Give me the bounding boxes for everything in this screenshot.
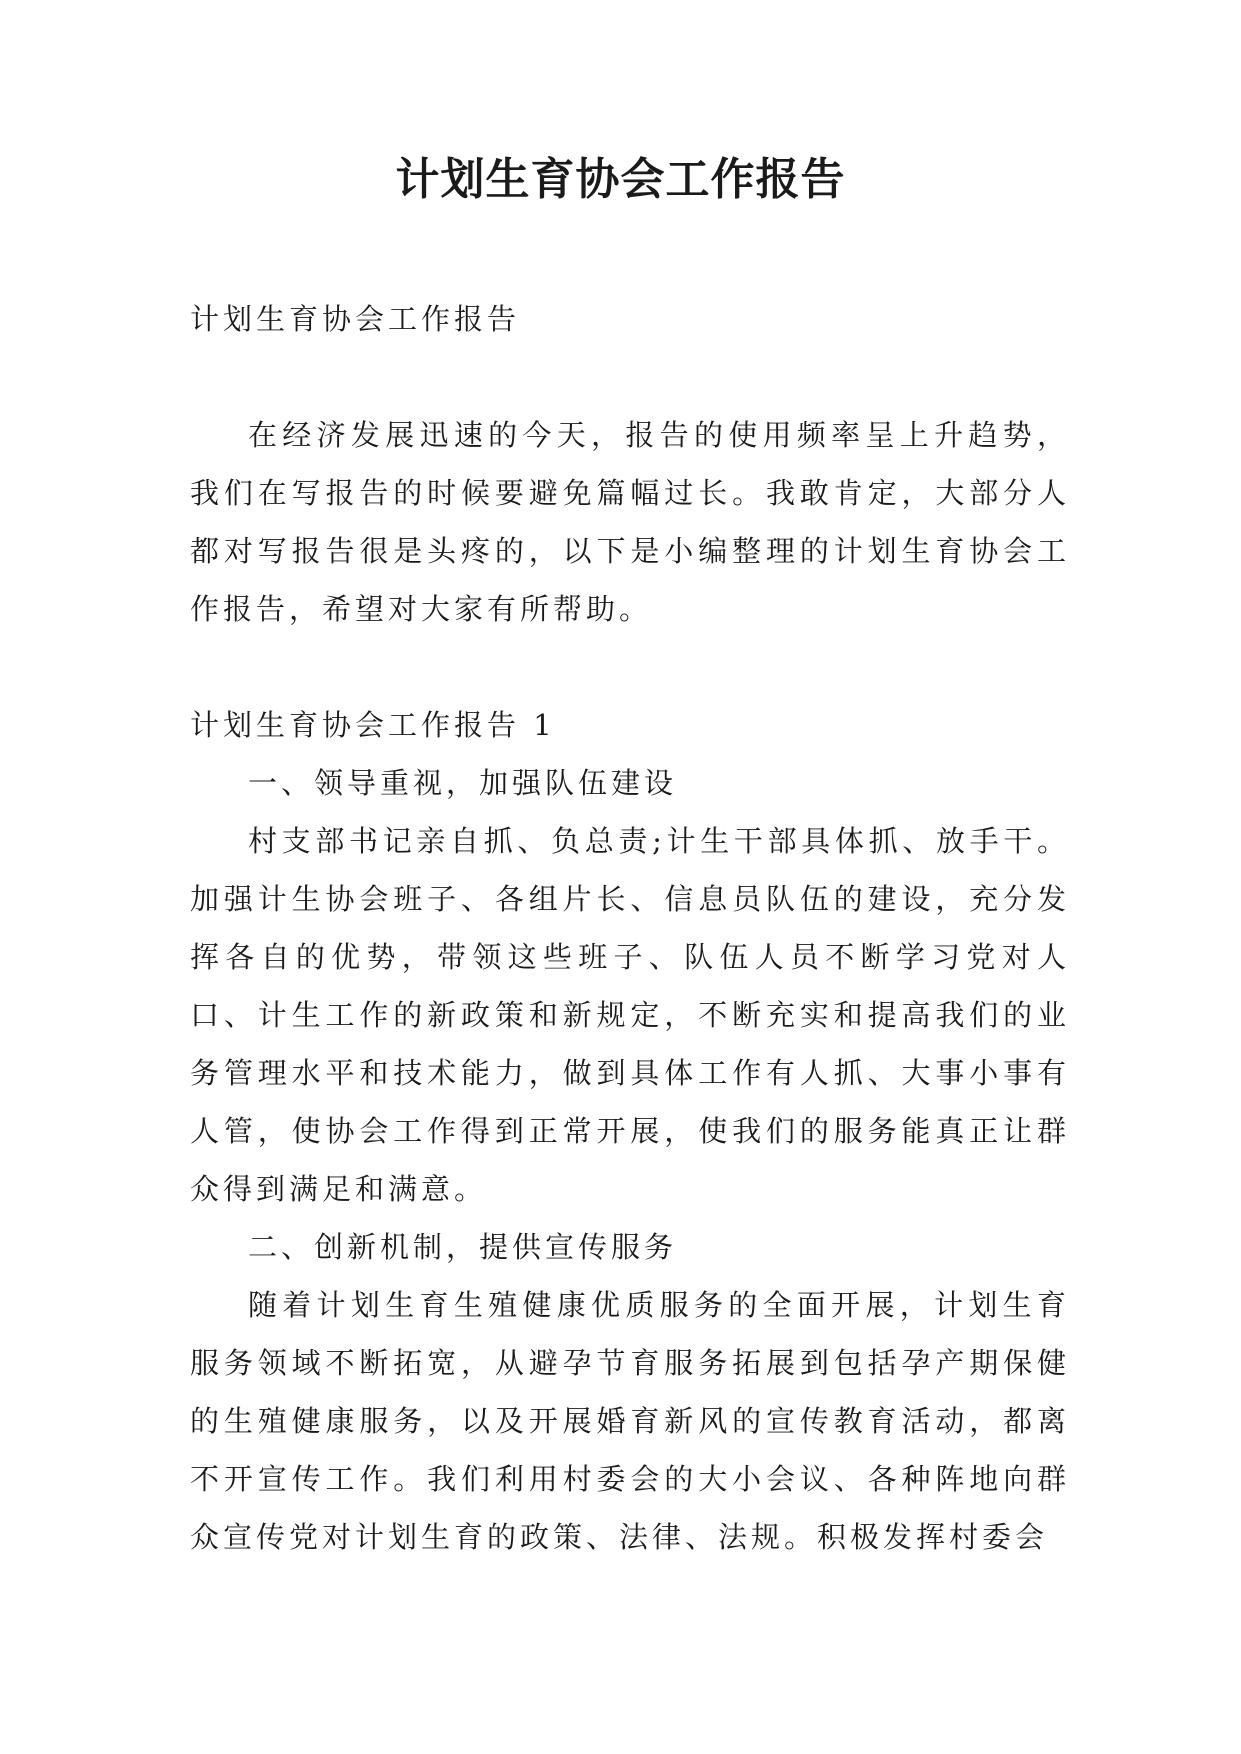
document-title: 计划生育协会工作报告 bbox=[395, 154, 846, 205]
document-subtitle: 计划生育协会工作报告 bbox=[190, 302, 521, 336]
section-2-heading: 二、创新机制，提供宣传服务 bbox=[248, 1230, 678, 1264]
section-2-paragraph: 随着计划生育生殖健康优质服务的全面开展，计划生育服务领域不断拓宽，从避孕节育服务拓展到包括孕产期保健的生殖健康服务，以及开展婚育新风的宣传教育活动，都离不开宣传工作。我们利用村委会的大小会议、各种阵地向群众宣传党对计划生育的政策、法律、法规。积极发挥村委会 bbox=[190, 1288, 1070, 1554]
document-body bbox=[190, 290, 1070, 1566]
section-1-paragraph: 村支部书记亲自抓、负总责;计生干部具体抓、放手干。加强计生协会班子、各组片长、信息员队伍的建设，充分发挥各自的优势，带领这些班子、队伍人员不断学习党对人口、计生工作的新政策和新规定，不断充实和提高我们的业务管理水平和技术能力，做到具体工作有人抓、大事小事有人管，使协会工作得到正常开展，使我们的服务能真正让群众得到满足和满意。 bbox=[190, 824, 1070, 1206]
intro-paragraph: 在经济发展迅速的今天，报告的使用频率呈上升趋势，我们在写报告的时候要避免篇幅过长。我敢肯定，大部分人都对写报告很是头疼的，以下是小编整理的计划生育协会工作报告，希望对大家有所帮助。 bbox=[190, 418, 1070, 626]
section-1-heading: 一、领导重视，加强队伍建设 bbox=[248, 766, 678, 800]
report-heading: 计划生育协会工作报告 1 bbox=[190, 708, 556, 742]
